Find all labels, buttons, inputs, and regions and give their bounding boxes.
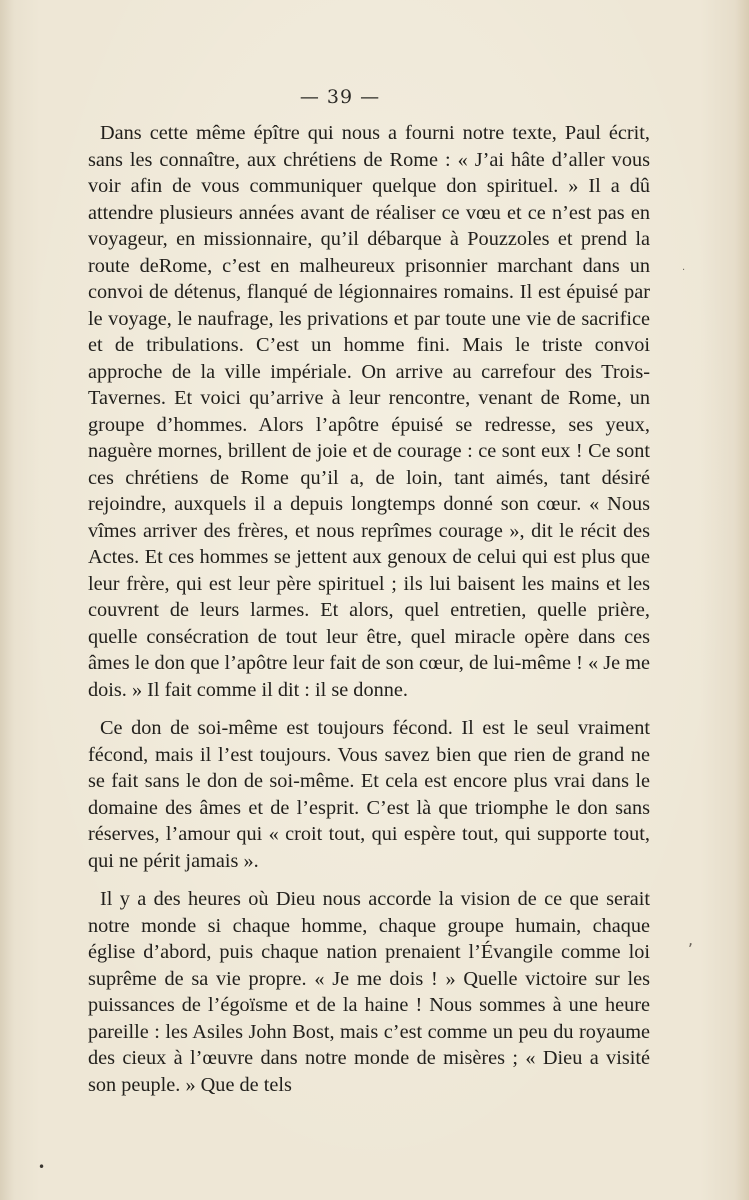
paragraph-2: Ce don de soi-même est toujours fécond. Il est le seul vraiment fécond, mais il l’est toujours. Vous savez bien que rien de grand ne se fait sans le don de soi-même. Et cela est encore plus vrai dans le domaine des âmes et de l’esprit. C’est là que triomphe le don sans réserves, l’amour qui « croit tout, qui espère tout, qui supporte tout, qui ne périt jamais ».: [88, 717, 650, 872]
body-text: [88, 120, 650, 1098]
page-number: — 39 —: [299, 86, 381, 108]
paragraph-1: Dans cette même épître qui nous a fourni notre texte, Paul écrit, sans les connaître, aux chrétiens de Rome : « J’ai hâte d’aller vous voir afin de vous communiquer quelque don spirituel. » Il a dû attendre plusieurs années avant de réaliser ce vœu et ce n’est pas en voyageur, en missionnaire, qu’il débarque à Pouzzoles et prend la route deRome, c’est en malheureux prisonnier marchant dans un convoi de détenus, flanqué de légionnaires romains. Il est épuisé par le voyage, le naufrage, les privations et par toute une vie de sacrifice et de tribulations. C’est un homme fini. Mais le triste convoi approche de la ville impériale. On arrive au carrefour des Trois-Tavernes. Et voici qu’arrive à leur rencontre, venant de Rome, un groupe d’hommes. Alors l’apôtre épuisé se redresse, ses yeux, naguère mornes, brillent de joie et de courage : ce sont eux ! Ce sont ces chrétiens de Rome qu’il a, de loin, tant aimés, tant désiré rejoindre, auxquels il a depuis longtemps donné son cœur. « Nous vîmes arriver des frères, et nous reprîmes courage », dit le récit des Actes. Et ces hommes se jettent aux genoux de celui qui est plus que leur frère, qui est leur père spirituel ; ils lui baisent les mains et les couvrent de leurs larmes. Et alors, quel entretien, quelle prière, quelle consécration de tout leur être, quel miracle opère dans ces âmes le don que l’apôtre leur fait de son cœur, de lui-même ! « Je me dois. » Il fait comme il dit : il se donne.: [88, 122, 650, 701]
paragraph-3: Il y a des heures où Dieu nous accorde la vision de ce que serait notre monde si chaque homme, chaque groupe humain, chaque église d’abord, puis chaque nation prenaient l’Évangile comme loi suprême de sa vie propre. « Je me dois ! » Quelle victoire sur les puissances de l’égoïsme et de la haine ! Nous sommes à une heure pareille : les Asiles John Bost, mais c’est comme un peu du royaume des cieux à l’œuvre dans notre monde de misères ; « Dieu a visité son peuple. » Que de tels: [88, 888, 650, 1096]
margin-speck: .: [682, 262, 686, 273]
margin-speck: •: [38, 1160, 46, 1174]
margin-speck: ,: [688, 930, 694, 949]
